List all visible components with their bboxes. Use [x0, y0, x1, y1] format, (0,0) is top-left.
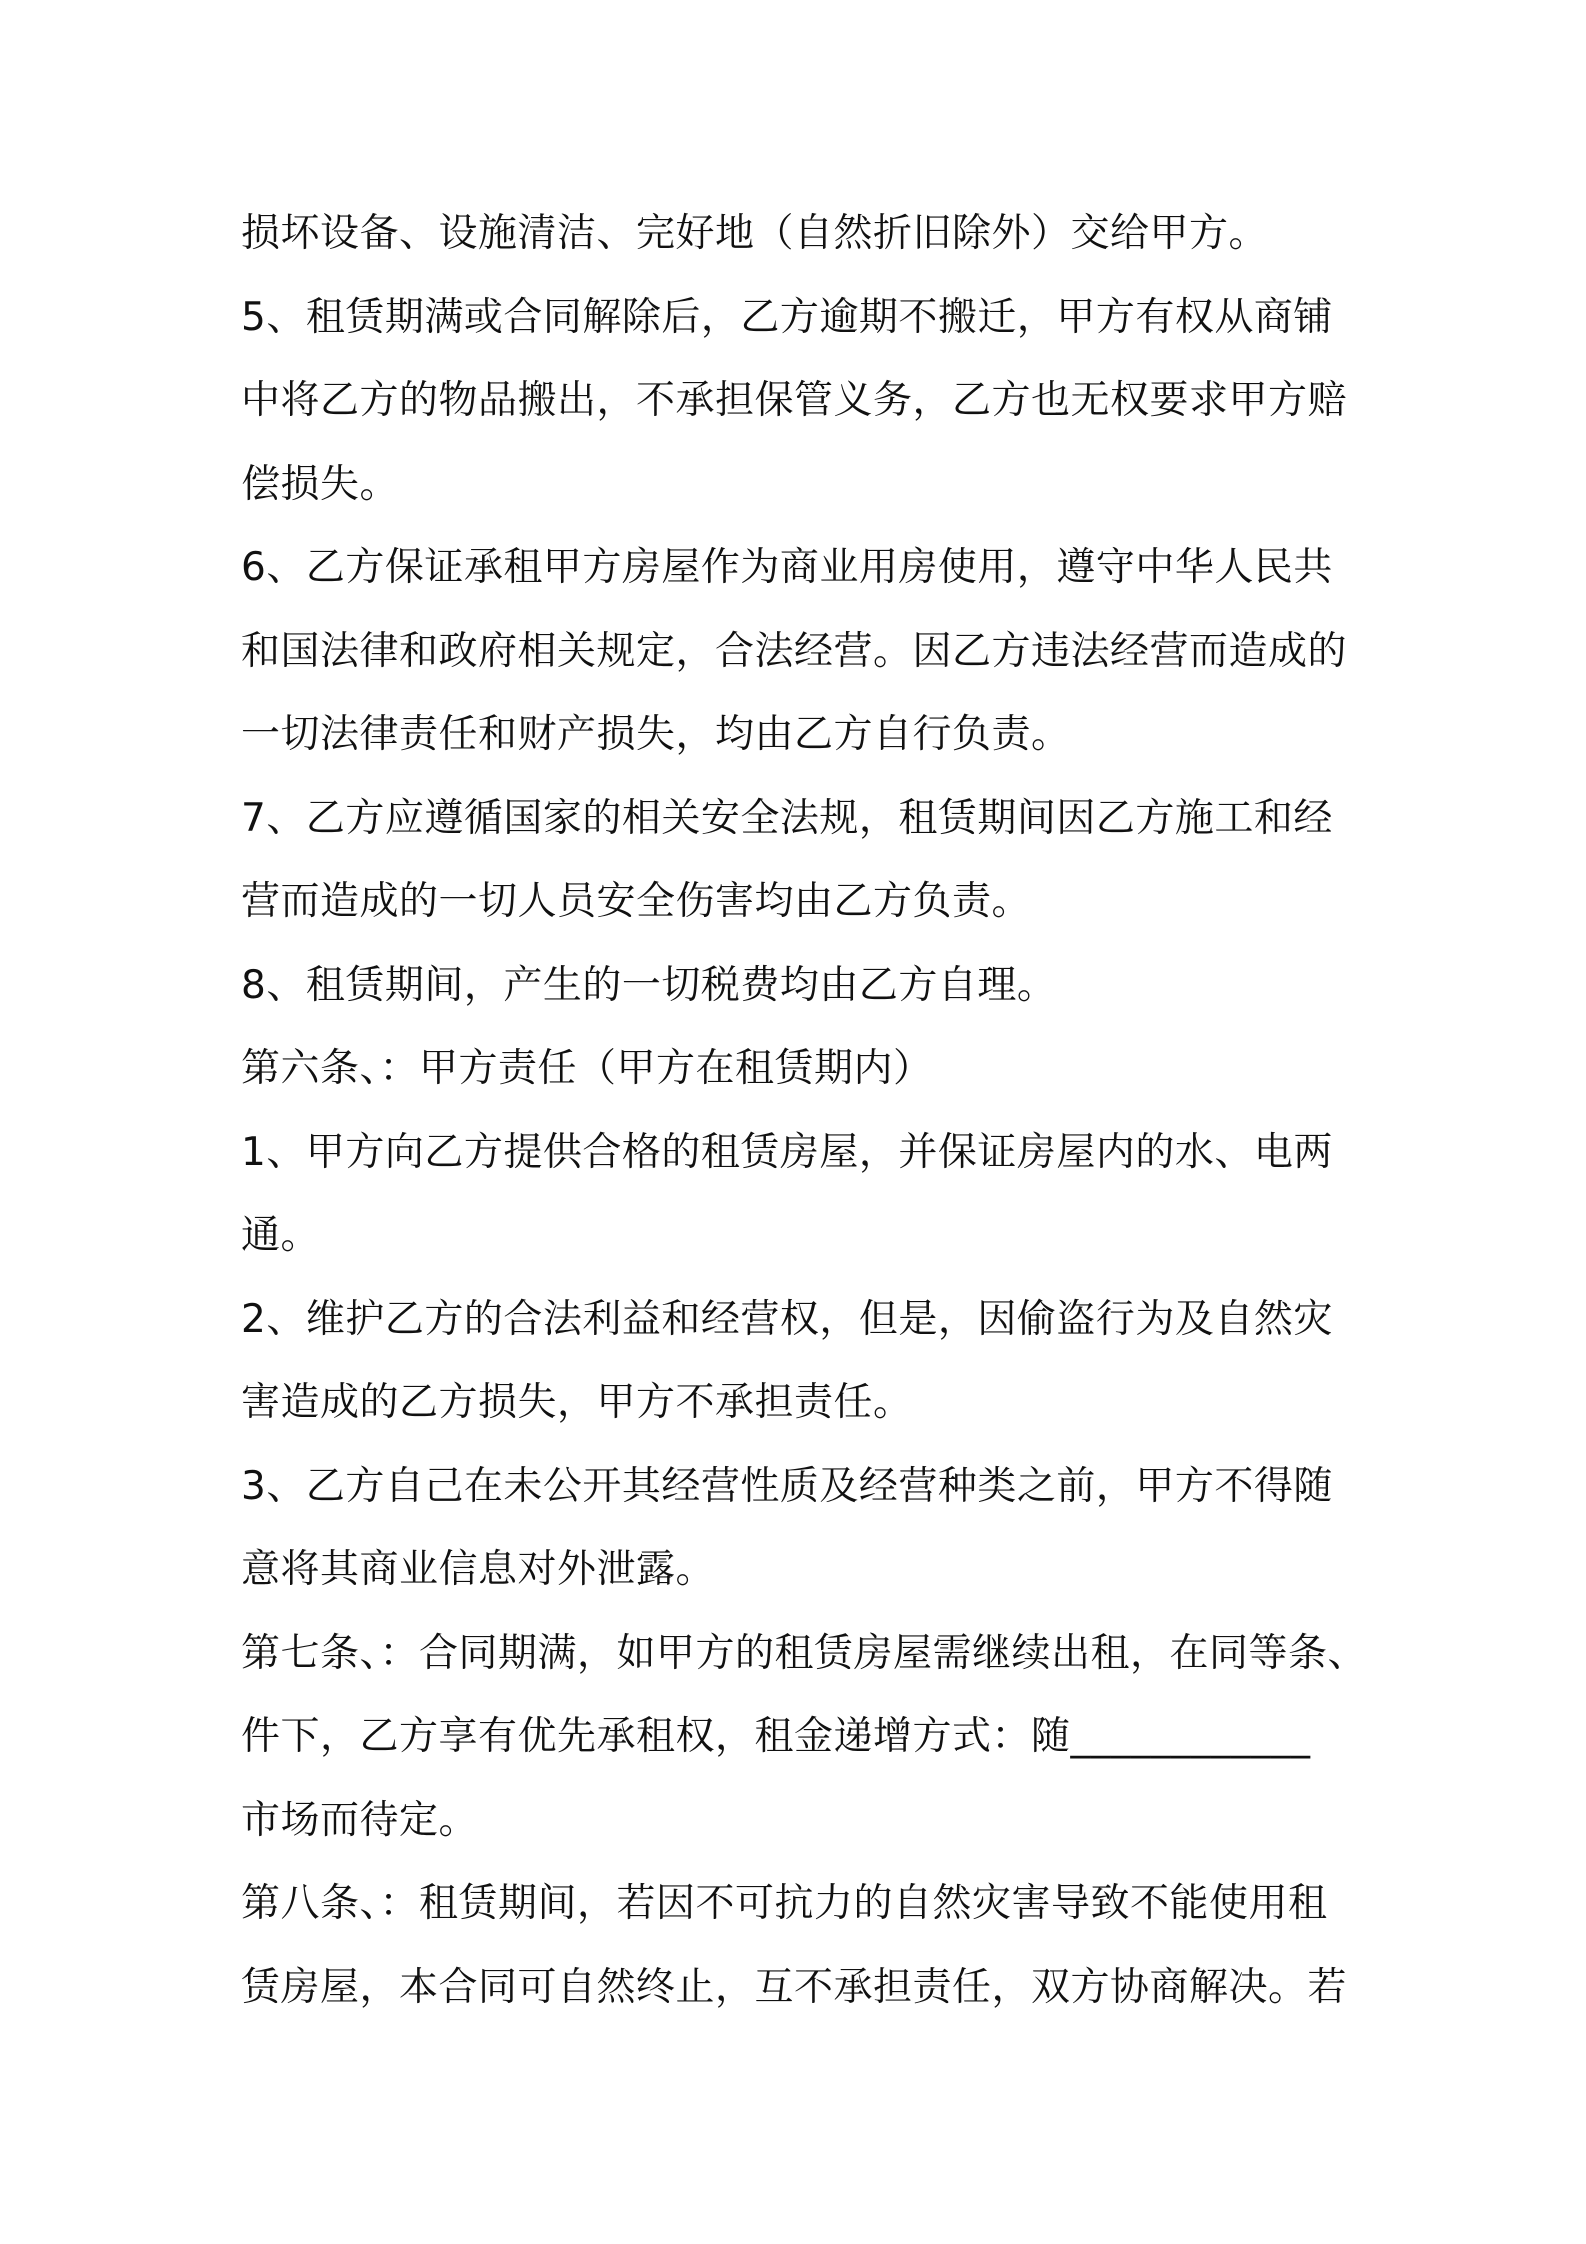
- text-line-20: 市场而待定。: [241, 1797, 479, 1843]
- text-line-19: 件下，乙方享有优先承租权，租金递增方式：随____________: [241, 1714, 1311, 1759]
- text-line-17: 意将其商业信息对外泄露。: [241, 1547, 716, 1592]
- text-line-16: 3、乙方自己在未公开其经营性质及经营种类之前，甲方不得随: [241, 1463, 1333, 1509]
- text-line-22: 赁房屋，本合同可自然终止，互不承担责任，双方协商解决。若: [241, 1964, 1348, 2010]
- text-line-4: 偿损失。: [241, 461, 400, 507]
- section-heading-article-6: 第六条、：甲方责任（甲方在租赁期内）: [241, 1046, 933, 1091]
- text-line-15: 害造成的乙方损失，甲方不承担责任。: [241, 1380, 913, 1425]
- text-line-10: 8、租赁期间，产生的一切税费均由乙方自理。: [241, 962, 1057, 1008]
- text-line-5: 6、乙方保证承租甲方房屋作为商业用房使用，遵守中华人民共: [241, 545, 1333, 590]
- text-line-13: 通。: [241, 1213, 321, 1258]
- section-heading-article-7: 第七条、：合同期满，如甲方的租赁房屋需继续出租，在同等条、: [241, 1630, 1368, 1676]
- text-line-14: 2、维护乙方的合法利益和经营权，但是，因偷盗行为及自然灾: [241, 1296, 1333, 1342]
- text-line-2: 5、租赁期满或合同解除后，乙方逾期不搬迁，甲方有权从商铺: [241, 294, 1333, 340]
- text-line-7: 一切法律责任和财产损失，均由乙方自行负责。: [241, 712, 1071, 757]
- text-line-3: 中将乙方的物品搬出，不承担保管义务，乙方也无权要求甲方赔: [241, 378, 1348, 423]
- text-line-12: 1、甲方向乙方提供合格的租赁房屋，并保证房屋内的水、电两: [241, 1129, 1333, 1175]
- text-line-9: 营而造成的一切人员安全伤害均由乙方负责。: [241, 879, 1032, 924]
- text-line-8: 7、乙方应遵循国家的相关安全法规，租赁期间因乙方施工和经: [241, 795, 1333, 841]
- text-line-1: 损坏设备、设施清洁、完好地（自然折旧除外）交给甲方。: [241, 211, 1269, 256]
- text-line-6: 和国法律和政府相关规定，合法经营。因乙方违法经营而造成的: [241, 628, 1348, 674]
- contract-text-body: [241, 192, 1371, 2029]
- section-heading-article-8: 第八条、：租赁期间，若因不可抗力的自然灾害导致不能使用租: [241, 1881, 1328, 1926]
